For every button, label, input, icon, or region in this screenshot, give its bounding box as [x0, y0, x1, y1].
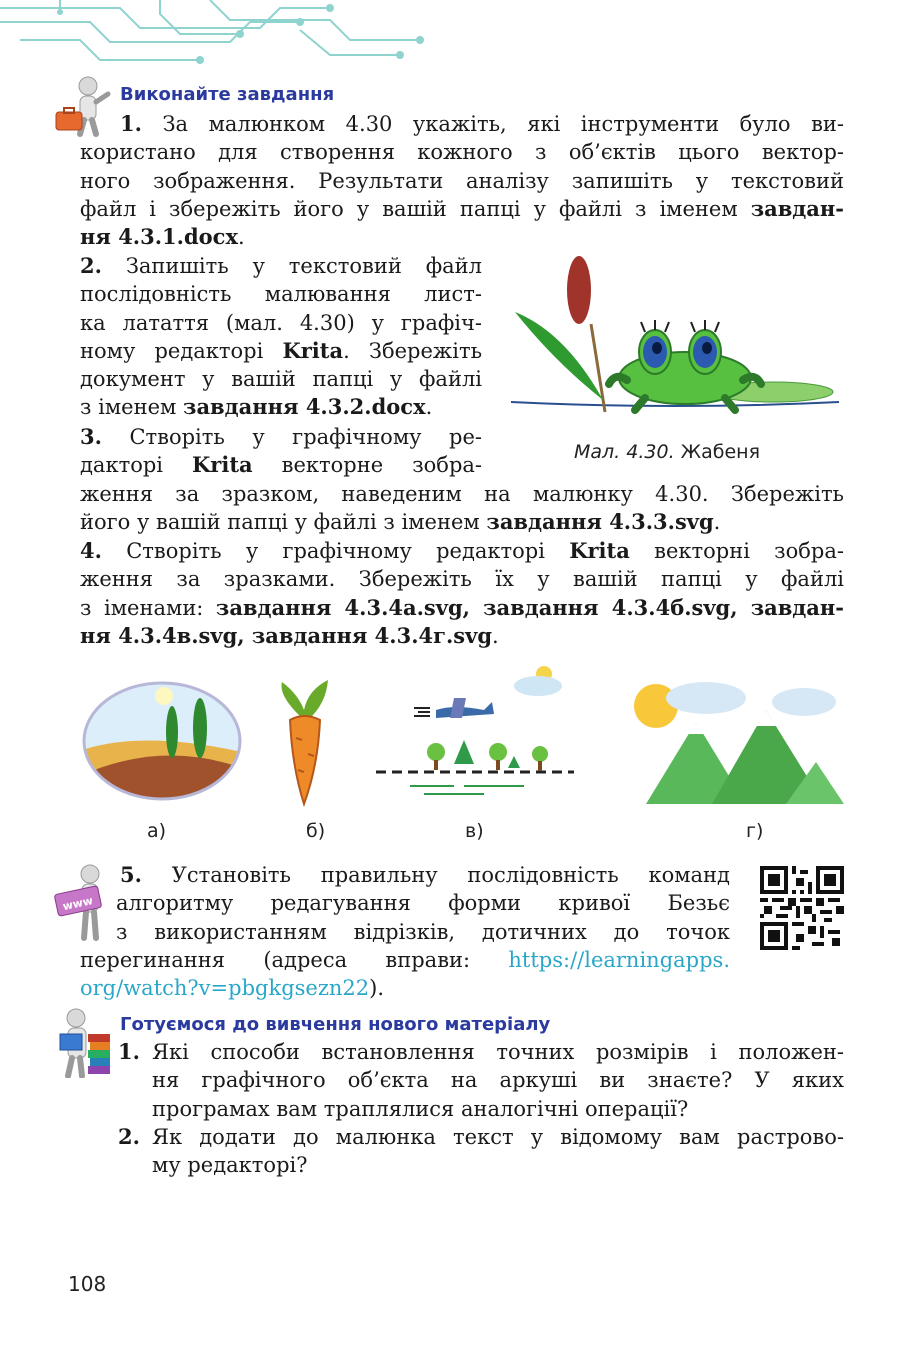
figure-caption: [574, 441, 760, 463]
task-2: [80, 252, 482, 422]
task-3-line: його у вашій папці у файлі з іменем: [80, 510, 487, 535]
task-5-line: алгоритму редагування форми кривої Безьє: [116, 891, 730, 916]
task-number: 4.: [80, 538, 102, 563]
question-number: 1.: [118, 1039, 140, 1064]
punctuation: ).: [369, 976, 385, 1001]
exercise-link[interactable]: https://learningapps.: [508, 947, 730, 972]
sample-label-a: а): [147, 820, 167, 842]
task-5-line: Установіть правильну послідовність команд: [171, 863, 730, 887]
task-4-line: Створіть у графічному редакторі: [126, 539, 570, 563]
filename-bold: ня 4.3.4в.svg, завдання 4.3.4г.svg: [80, 622, 493, 648]
task-2-line: . Збережіть: [343, 338, 482, 363]
question-1-line: Які способи встановлення точних розмірів і положен-: [152, 1040, 844, 1064]
circuit-decoration: [0, 0, 430, 70]
question-number: 2.: [118, 1123, 140, 1149]
filename-bold: завдан-: [750, 195, 844, 221]
task-number: 5.: [120, 862, 142, 887]
question-1-line: програмах вам траплялися аналогічні операції?: [152, 1096, 689, 1121]
figure-caption-text: Жабеня: [674, 441, 761, 463]
sample-carrot-b: [268, 676, 340, 808]
task-3-line: векторне зобра-: [252, 453, 483, 478]
task-2-line: з іменем: [80, 395, 184, 420]
question-1-line: ня графічного об’єкта на аркуші ви знаєте? У яких: [152, 1068, 844, 1093]
sample-mountains-d: [626, 676, 844, 806]
punctuation: .: [237, 225, 245, 250]
krita-bold: Krita: [192, 452, 253, 478]
task-2-line: послідовність малювання лист-: [80, 282, 482, 307]
task-1-line: За малюнком 4.30 укажіть, які інструменти було ви-: [162, 112, 844, 136]
task-1-line: файл і збережіть його у вашій папці у файлі з іменем: [80, 196, 751, 221]
task-4-line: векторні зобра-: [629, 539, 844, 563]
punctuation: .: [425, 395, 433, 420]
page-number: 108: [68, 1272, 107, 1296]
question-2-line: Як додати до малюнка текст у відомому вам растрово-: [152, 1124, 844, 1149]
task-number: 2.: [80, 253, 102, 278]
frog-illustration: [505, 252, 845, 422]
task-4: [80, 537, 844, 650]
question-list: [118, 1038, 844, 1179]
krita-bold: Krita: [282, 337, 344, 363]
sample-plane-trees-c: [374, 660, 588, 800]
task-1-line: ного зображення. Результати аналізу запишіть у текстовий: [80, 168, 844, 193]
section-heading-prepare: Готуємося до вивчення нового матеріалу: [120, 1014, 551, 1035]
task-number: 3.: [80, 424, 102, 449]
krita-bold: Krita: [569, 538, 630, 563]
task-3-line: ження за зразком, наведеним на малюнку 4.30. Збережіть: [80, 482, 844, 506]
task-1: [80, 110, 844, 251]
punctuation: .: [713, 510, 721, 535]
sample-landscape-a: [82, 680, 242, 802]
figure-caption-label: Мал. 4.30.: [574, 441, 675, 463]
filename-bold: завдання 4.3.3.svg: [486, 509, 714, 535]
task-1-line: користано для створення кожного з об’єктів цього вектор-: [80, 140, 844, 165]
task-3: [80, 423, 482, 480]
task-5-line: перегинання (адреса вправи:: [80, 947, 509, 972]
exercise-link-continued[interactable]: org/watch?v=pbgkgsezn22: [80, 976, 370, 1001]
task-number: 1.: [120, 111, 142, 136]
task-3-continued: [80, 480, 844, 537]
task-3-line: Створіть у графічному ре-: [129, 425, 482, 449]
task-5: [80, 861, 730, 1002]
task-4-line: з іменами:: [80, 595, 216, 620]
filename-bold: ня 4.3.1.docx: [80, 224, 238, 250]
punctuation: .: [492, 623, 499, 648]
task-5-line: з використанням відрізків, дотичних до точок: [116, 919, 730, 944]
task-2-line: документ у вашій папці у файлі: [80, 367, 482, 392]
sample-label-b: б): [306, 820, 326, 842]
task-3-line: дакторі: [80, 453, 193, 478]
filename-bold: завдання 4.3.2.docx: [183, 394, 426, 420]
filename-bold: завдання 4.3.4a.svg, завдання 4.3.4б.svg, завдан-: [215, 594, 844, 620]
task-4-line: ження за зразками. Збережіть їх у вашій папці у файлі: [80, 567, 844, 592]
task-2-line: ка латаття (мал. 4.30) у графіч-: [80, 310, 482, 335]
sample-label-d: г): [746, 820, 764, 842]
reading-figure-icon: [54, 1004, 112, 1078]
www-label: www: [61, 894, 95, 914]
qr-code[interactable]: [760, 866, 844, 950]
section-heading-tasks: Виконайте завдання: [120, 84, 335, 105]
task-2-line: ному редакторі: [80, 338, 283, 363]
task-2-line: Запишіть у текстовий файл: [125, 254, 482, 278]
question-2-line: му редакторі?: [152, 1153, 308, 1178]
sample-label-c: в): [465, 820, 484, 842]
